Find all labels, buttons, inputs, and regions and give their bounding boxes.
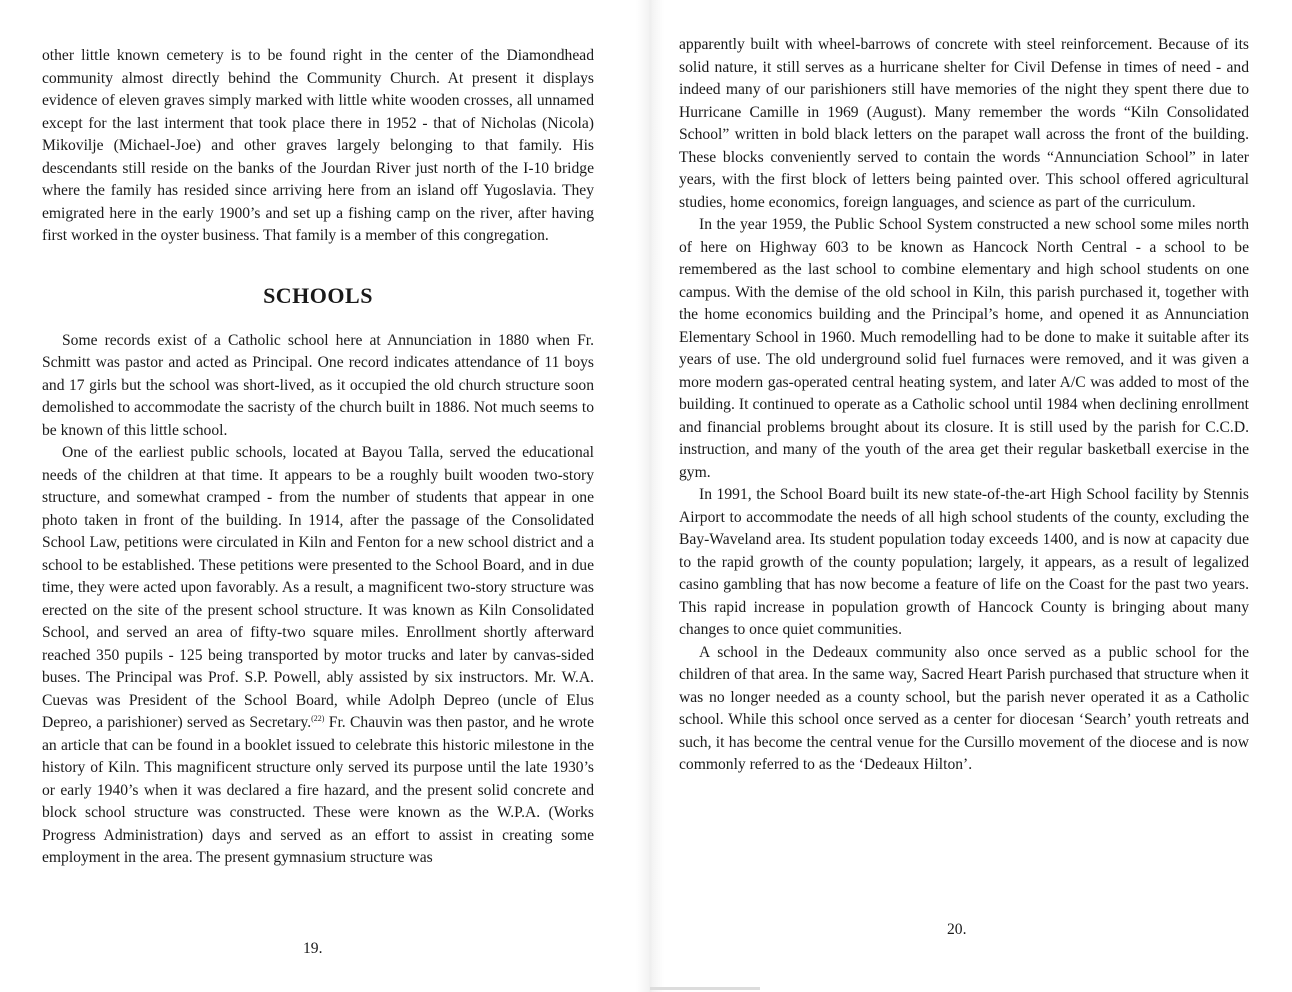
footnote-marker: (22) — [311, 714, 325, 723]
elementary-school-paragraph: In the year 1959, the Public School System constructed a new school some miles north of here on Highway 603 to be known as Hancock North Central - a school to be remembered as the last school to combine elementary and high school students on one campus. With the demise of the old school in Kiln, this parish purchased it, together with the home economics building and the Principal’s home, and opened it as Annunciation Elementary School in 1960. Much remodelling had to be done to make it suitable after its years of use. The old underground solid fuel furnaces were removed, and it was given a more modern gas-operated central heating system, and later A/C was added to most of the building. It continued to operate as a Catholic school until 1984 when declining enrollment and financial problems brought about its closure. It is still used by the parish for C.C.D. instruction, and many of the youth of the area get their regular basketball exercise in the gym. — [679, 216, 1249, 481]
catholic-school-paragraph: Some records exist of a Catholic school here at Annunciation in 1880 when Fr. Schmitt was pastor and acted as Principal. One record indicates attendance of 11 boys and 17 girls but the school was short-lived, as it occupied the old church structure soon demolished to accommodate the sacristy of the church built in 1886. Not much seems to be known of this little school. — [42, 331, 594, 439]
public-schools-text-a: One of the earliest public schools, located at Bayou Talla, served the educational needs of the children at that time. It appears to be a roughly built wooden two-story structure, and somewhat cramped - from the number of students that appear in one photo taken in front of the building. In 1914, after the passage of the Consolidated School Law, petitions were circulated in Kiln and Fenton for a new school district and a school to be established. These petitions were presented to the School Board, and in due time, they were acted upon favorably. As a result, a magnificent two-story structure was erected on the site of the present school structure. It was known as Kiln Consolidated School, and served an area of fifty-two square miles. Enrollment shortly afterward reached 350 pupils - 125 being transported by motor trucks and later by canvas-sided buses. The Principal was Prof. S.P. Powell, ably assisted by six instructors. Mr. W.A. Cuevas was President of the School Board, while Adolph Depreo (uncle of Elus Depreo, a parishioner) served as Secretary. — [42, 444, 594, 731]
right-page — [646, 0, 1292, 992]
page-number-right: 20. — [947, 921, 967, 938]
high-school-paragraph: In 1991, the School Board built its new state-of-the-art High School facility by Stennis Airport to accommodate the needs of all high school students of the county, excluding the Bay-Waveland area. Its student population today exceeds 1400, and is now at capacity due to the rapid growth of the county population; largely, it appears, as a result of legalized casino gambling that has now become a feature of life on the Coast for the past two years. This rapid increase in population growth of Hancock County is bringing about many changes to once quiet communities. — [679, 486, 1249, 638]
dedeaux-school-paragraph: A school in the Dedeaux community also once served as a public school for the children of that area. In the same way, Sacred Heart Parish purchased that structure when it was no longer needed as a county school, but the parish never operated it as a Catholic school. While this school once served as a center for diocesan ‘Search’ youth retreats and such, it has become the central venue for the Cursillo movement of the diocese and is now commonly referred to as the ‘Dedeaux Hilton’. — [679, 643, 1249, 773]
cemetery-paragraph: other little known cemetery is to be found right in the center of the Diamondhead community almost directly behind the Community Church. At present it displays evidence of eleven graves simply marked with little white wooden crosses, all unnamed except for the last interment that took place there in 1952 - that of Nicholas (Nicola) Mikovilje (Michael-Joe) and other graves largely belonging to that family. His descendants still reside on the banks of the Jourdan River just north of the I-10 bridge where the family has resided since arriving here from an island off Yugoslavia. They emigrated here in the early 1900’s and set up a fishing camp on the river, after having first worked in the oyster business. That family is a member of this congregation. — [42, 47, 594, 244]
right-page-text-column — [679, 34, 1249, 777]
schools-heading: SCHOOLS — [263, 282, 373, 308]
gymnasium-paragraph: apparently built with wheel-barrows of concrete with steel reinforcement. Because of its solid nature, it still serves as a hurricane shelter for Civil Defense in times of need - and indeed many of our parishioners still have memories of the night they spent there due to Hurricane Camille in 1969 (August). Many remember the words “Kiln Consolidated School” written in bold black letters on the parapet wall across the front of the building. These blocks conveniently served to contain the words “Annunciation School” in later years, with the first block of letters being painted over. This school offered agricultural studies, home economics, foreign languages, and science as part of the curriculum. — [679, 36, 1249, 211]
left-page-text-column — [42, 45, 594, 870]
page-number-left: 19. — [303, 940, 323, 957]
public-schools-text-b: Fr. Chauvin was then pastor, and he wrote an article that can be found in a booklet issued to celebrate this historic milestone in the history of Kiln. This magnificent structure only served its purpose until the late 1930’s or early 1940’s when it was declared a fire hazard, and the present solid concrete and block school structure was constructed. These were known as the W.P.A. (Works Progress Administration) days and served as an effort to assist in creating some employment in the area. The present gymnasium structure was — [42, 714, 594, 866]
scan-edge-mark — [650, 987, 760, 990]
public-schools-paragraph — [42, 442, 594, 870]
